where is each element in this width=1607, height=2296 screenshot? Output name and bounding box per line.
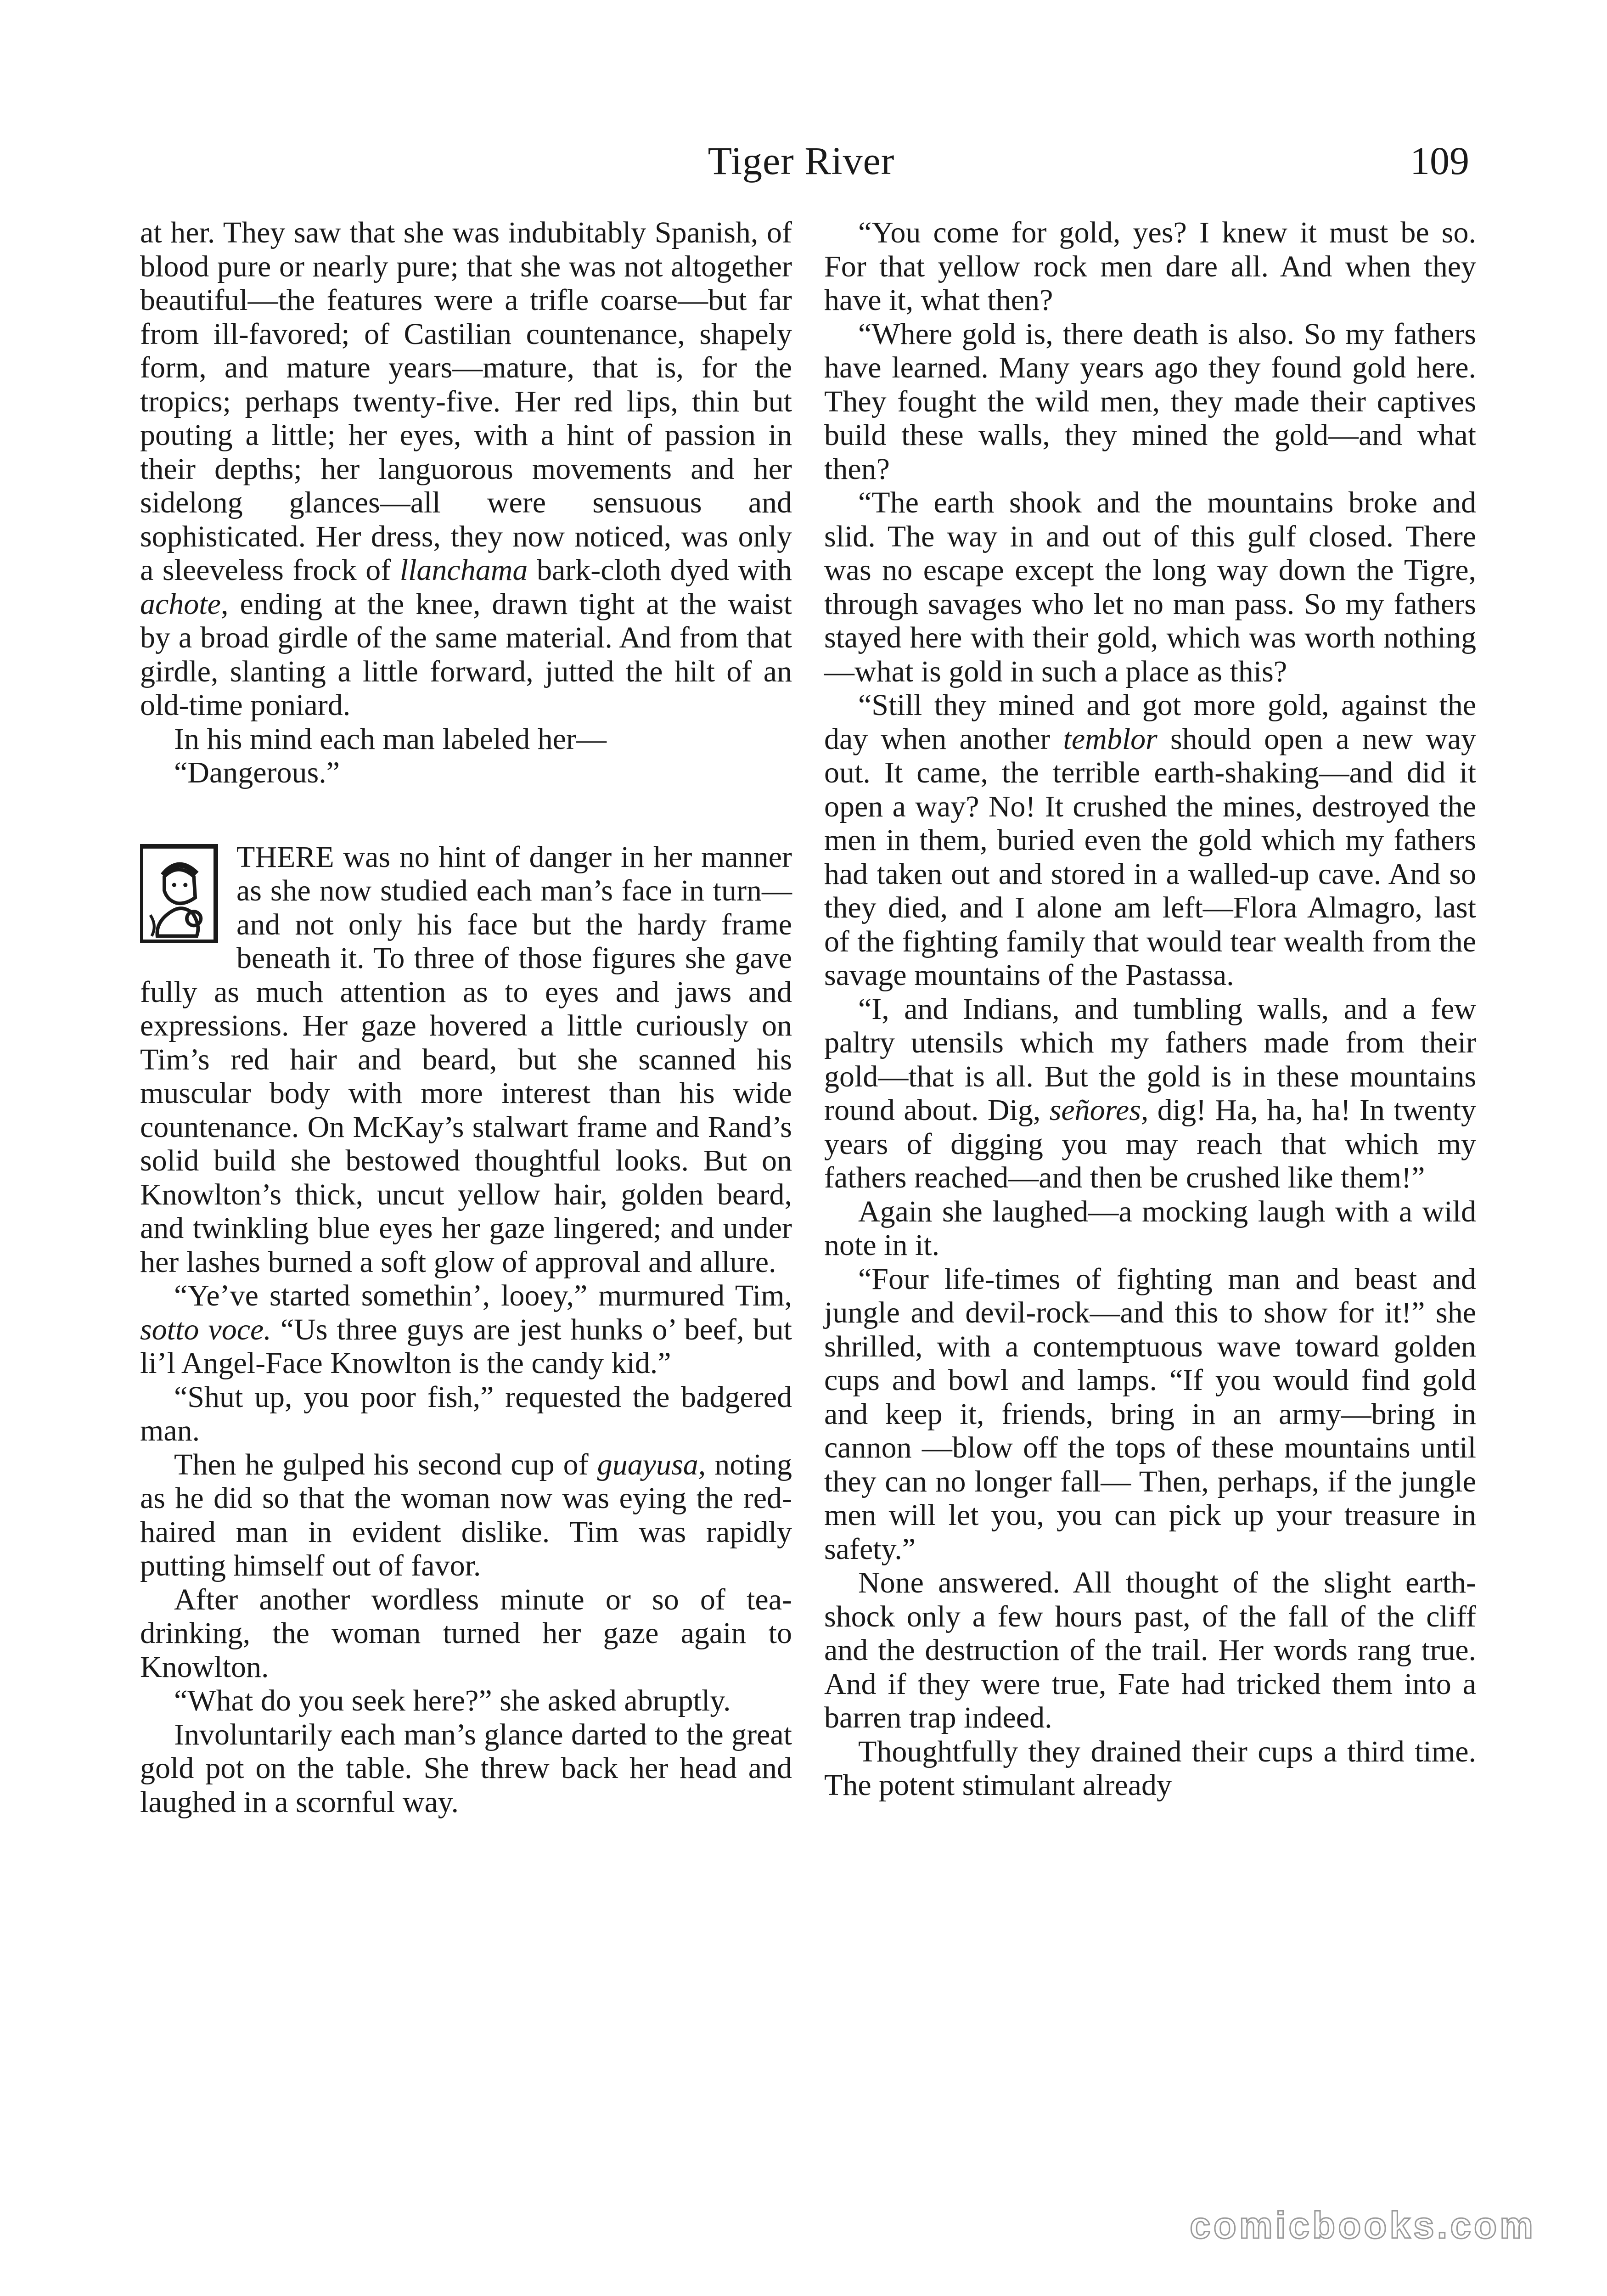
paragraph: at her. They saw that she was indubitably Spanish, of blood pure or nearly pure; that she was not altogether beautiful—the features were a trifle coarse—but far from ill-favored; of Castilian countenance, shapely form, and mature years—mature, that is, for the tropics; perhaps twenty-five. Her red lips, thin but pouting a little; her eyes, with a hint of passion in their depths; her languorous movements and her sidelong glances—all were sensuous and sophisticated. Her dress, they now noticed, was only a sleeveless frock of llanchama bark-cloth dyed with achote, ending at the knee, drawn tight at the waist by a broad girdle of the same material. And from that girdle, slanting a little forward, jutted the hilt of an old-time poniard. xyxy=(140,216,792,722)
paragraph: After another wordless minute or so of tea-drinking, the woman turned her gaze again to Knowlton. xyxy=(140,1582,792,1684)
page-header xyxy=(133,138,1469,193)
right-column xyxy=(824,216,1476,1802)
paragraph: None answered. All thought of the slight earth-shock only a few hours past, of the fall of the cliff and the destruction of the trail. Her words rang true. And if they were true, Fate had tricked them into a barren trap indeed. xyxy=(824,1566,1476,1734)
illustrated-initial-icon xyxy=(140,844,218,943)
paragraph: “You come for gold, yes? I knew it must be so. For that yellow rock men dare all. And when they have it, what then? xyxy=(824,216,1476,317)
paragraph: “Shut up, you poor fish,” requested the badgered man. xyxy=(140,1380,792,1447)
paragraph: Again she laughed—a mocking laugh with a wild note in it. xyxy=(824,1194,1476,1262)
paragraph: “The earth shook and the mountains broke and slid. The way in and out of this gulf closed. There was no escape except the long way down the Tigre, through savages who let no man pass. So my fathers stayed here with their gold, which was worth nothing—what is gold in such a place as this? xyxy=(824,486,1476,688)
page-number: 109 xyxy=(1410,139,1469,183)
paragraph: “Where gold is, there death is also. So my fathers have learned. Many years ago they found gold here. They fought the wild men, they made their captives build these walls, they mined the gold—and what then? xyxy=(824,317,1476,486)
paragraph: “Ye’ve started somethin’, looey,” murmured Tim, sotto voce. “Us three guys are jest hunks o’ beef, but li’l Angel-Face Knowlton is the candy kid.” xyxy=(140,1279,792,1380)
paragraph: “Dangerous.” xyxy=(174,756,340,789)
running-title: Tiger River xyxy=(708,139,895,183)
paragraph: Then he gulped his second cup of guayusa, noting as he did so that the woman now was eying the red-haired man in evident dislike. Tim was rapidly putting himself out of favor. xyxy=(140,1447,792,1582)
paragraph: “I, and Indians, and tumbling walls, and a few paltry utensils which my fathers made from their gold—that is all. But the gold is in these mountains round about. Dig, señores, dig! Ha, ha, ha! In twenty years of digging you may reach that which my fathers reached—and then be crushed like them!” xyxy=(824,992,1476,1194)
paragraph: In his mind each man labeled her— xyxy=(174,722,607,756)
paragraph: Involuntarily each man’s glance darted to the great gold pot on the table. She threw back her head and laughed in a scornful way. xyxy=(140,1717,792,1819)
paragraph: Thoughtfully they drained their cups a third time. The potent stimulant already xyxy=(824,1734,1476,1802)
left-column xyxy=(140,216,792,1819)
paragraph: “Still they mined and got more gold, against the day when another temblor should open a new way out. It came, the terrible earth-shaking—and did it open a way? No! It crushed the mines, destroyed the men in them, buried even the gold which my fathers had taken out and stored in a walled-up cave. And so they died, and I alone am left—Flora Almagro, last of the fighting family that would tear wealth from the savage mountains of the Pastassa. xyxy=(824,688,1476,992)
paragraph: “Four life-times of fighting man and beast and jungle and devil-rock—and this to show for it!” she shrilled, with a contemptuous wave toward golden cups and bowl and lamps. “If you would find gold and keep it, friends, bring in an army—bring in cannon —blow off the tops of these mountains until they can no longer fall— Then, perhaps, if the jungle men will let you, you can pick up your treasure in safety.” xyxy=(824,1262,1476,1566)
paragraph: “What do you seek here?” she asked abruptly. xyxy=(174,1684,731,1717)
section-break xyxy=(140,790,792,840)
watermark-logo: comicbooks.com xyxy=(1190,2205,1536,2246)
paragraph-with-initial: THERE was no hint of danger in her manner as she now studied each man’s face in turn—and not only his face but the hardy frame beneath it. To three of those figures she gave fully as much attention as to eyes and jaws and expressions. Her gaze hovered a little curiously on Tim’s red hair and beard, but she scanned his muscular body with more interest than his wide countenance. On McKay’s stalwart frame and Rand’s solid build she bestowed thoughtful looks. But on Knowlton’s thick, uncut yellow hair, golden beard, and twinkling blue eyes her gaze lingered; and under her lashes burned a soft glow of approval and allure. xyxy=(140,840,792,1279)
